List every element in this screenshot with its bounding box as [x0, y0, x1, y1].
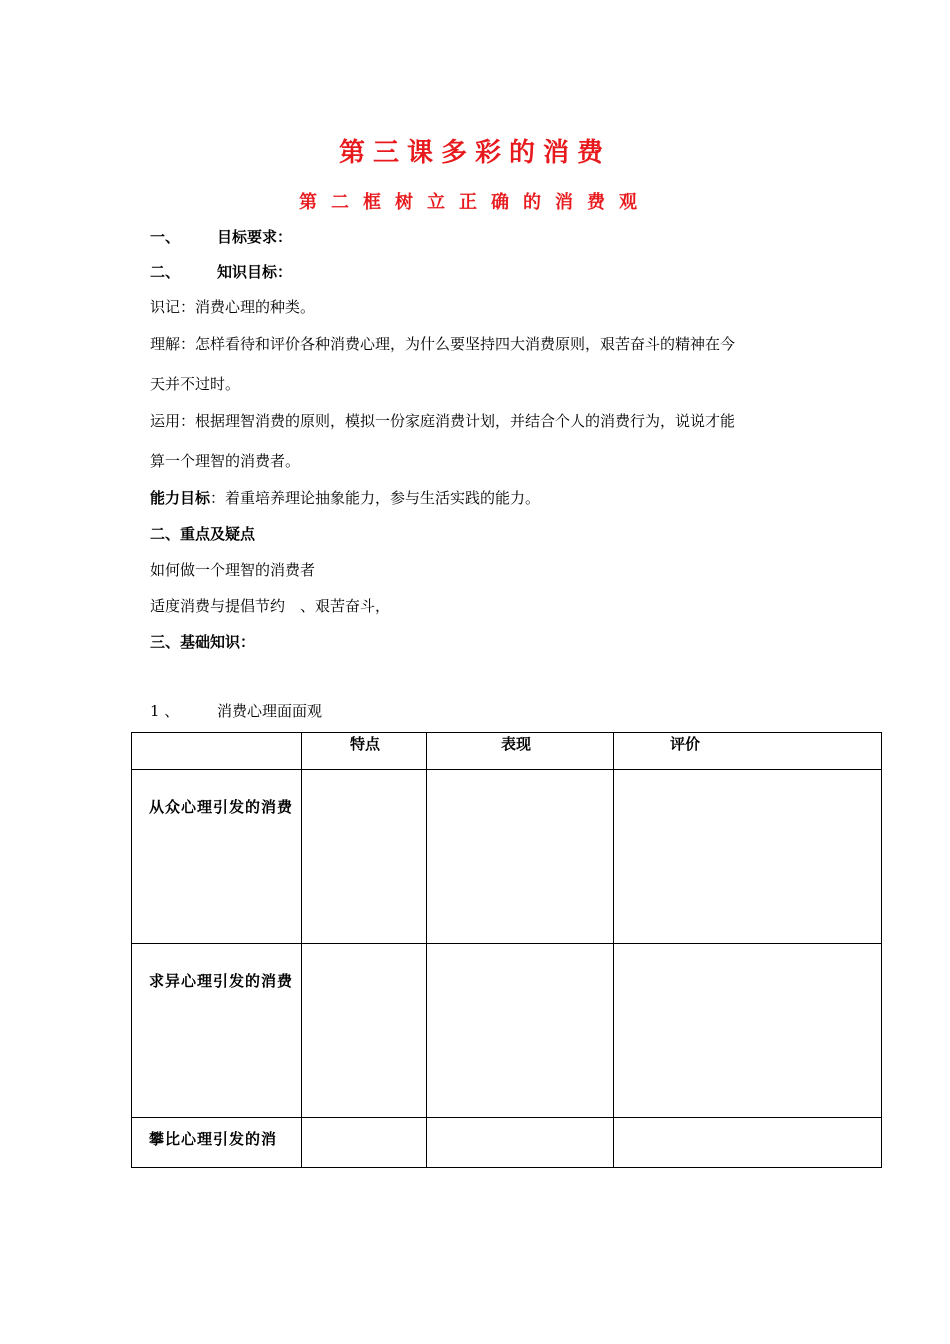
ability-label: 能力目标 — [150, 489, 211, 507]
basic-knowledge-heading: 三、基础知识： — [150, 633, 256, 651]
header-cell-empty — [132, 733, 302, 770]
table-row — [132, 944, 882, 1118]
table-header-row — [132, 733, 882, 770]
recall-text: 识记：消费心理的种类。 — [150, 298, 316, 316]
item-1 — [150, 700, 322, 721]
header-cell-features: 特点 — [302, 733, 427, 770]
section-goals — [150, 226, 292, 247]
section-label: 知识目标： — [217, 263, 293, 281]
apply-text-2: 算一个理智的消费者。 — [150, 452, 301, 470]
header-cell-evaluation: 评价 — [614, 733, 882, 770]
ability-goal — [150, 487, 540, 508]
understand-text-2: 天并不过时。 — [150, 375, 241, 393]
key-points-heading: 二、重点及疑点 — [150, 525, 256, 543]
row-label-comparison: 攀比心理引发的消 — [132, 1118, 302, 1168]
section-label: 目标要求： — [217, 228, 293, 246]
header-cell-performance: 表现 — [427, 733, 614, 770]
features-cell — [302, 770, 427, 944]
table-row — [132, 770, 882, 944]
performance-cell — [427, 944, 614, 1118]
evaluation-cell — [614, 770, 882, 944]
item-label: 消费心理面面观 — [217, 702, 323, 720]
page-title: 第三课多彩的消费 — [338, 138, 611, 168]
item-number: 1 、 — [150, 702, 180, 720]
section-knowledge — [150, 261, 292, 282]
apply-text-1: 运用：根据理智消费的原则，模拟一份家庭消费计划，并结合个人的消费行为，说说才能 — [150, 412, 736, 430]
key-point-2: 适度消费与提倡节约 、艰苦奋斗， — [150, 597, 391, 615]
features-cell — [302, 944, 427, 1118]
page-subtitle: 第二框树立正确的消费观 — [299, 192, 651, 213]
performance-cell — [427, 770, 614, 944]
section-number: 二、 — [150, 263, 181, 281]
features-cell — [302, 1118, 427, 1168]
performance-cell — [427, 1118, 614, 1168]
row-label-conformity: 从众心理引发的消费 — [132, 770, 302, 944]
ability-text: ：着重培养理论抽象能力，参与生活实践的能力。 — [210, 489, 541, 507]
evaluation-cell — [614, 1118, 882, 1168]
key-point-1: 如何做一个理智的消费者 — [150, 561, 316, 579]
section-number: 一、 — [150, 228, 181, 246]
row-label-difference: 求异心理引发的消费 — [132, 944, 302, 1118]
evaluation-cell — [614, 944, 882, 1118]
consumer-psychology-table — [131, 732, 882, 1168]
understand-text-1: 理解：怎样看待和评价各种消费心理，为什么要坚持四大消费原则，艰苦奋斗的精神在今 — [150, 335, 736, 353]
table-row — [132, 1118, 882, 1168]
